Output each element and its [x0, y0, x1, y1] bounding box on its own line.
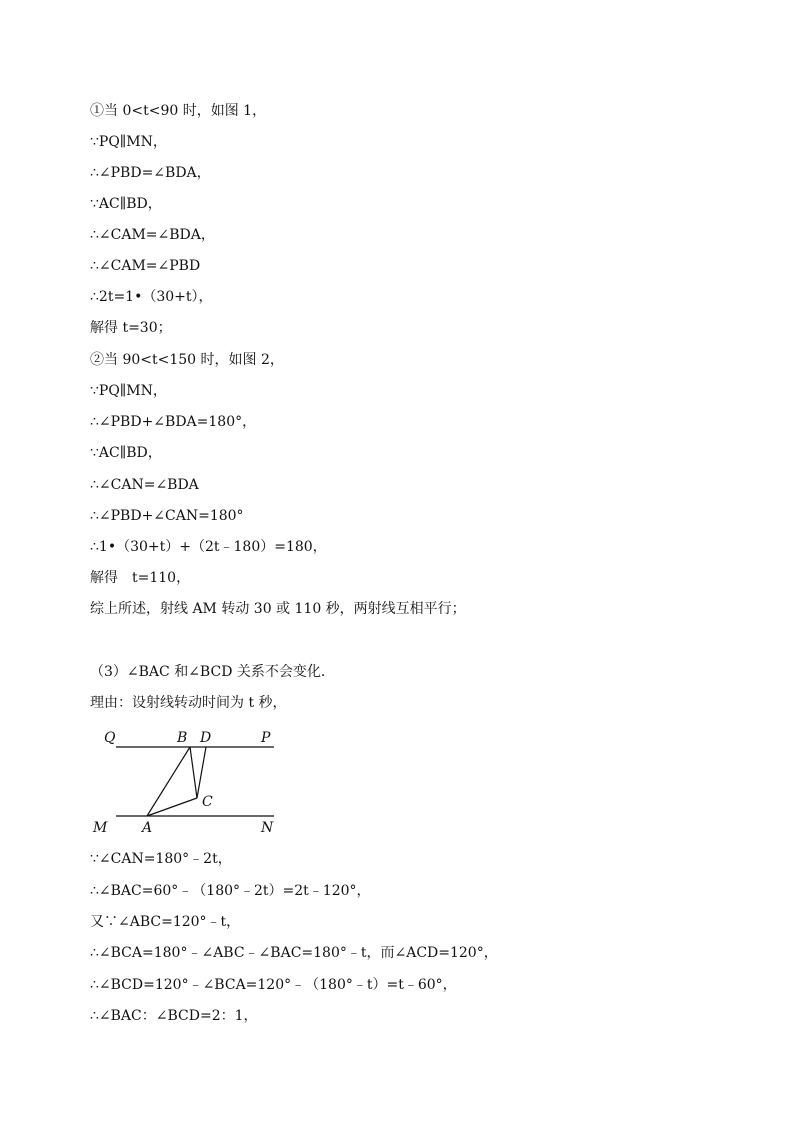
- text-line: ①当 0<t<90 时，如图 1，: [90, 103, 267, 119]
- text-line: ∵PQ∥MN，: [90, 383, 167, 399]
- segment-ac: [147, 798, 197, 816]
- text-line: ∴∠PBD=∠BDA，: [90, 165, 211, 181]
- text-line: ∴2t=1•（30+t），: [90, 289, 213, 305]
- text-line: ∴1•（30+t）+（2t﹣180）=180，: [90, 539, 327, 555]
- label-m: M: [93, 820, 108, 836]
- text-line: ∵∠CAN=180°﹣2t，: [90, 851, 232, 867]
- segment-bc: [190, 747, 197, 798]
- geometry-figure: [86, 722, 286, 840]
- text-line: 解得 t=110，: [90, 570, 191, 586]
- label-q: Q: [104, 730, 116, 746]
- label-n: N: [261, 820, 274, 836]
- label-a: A: [142, 820, 153, 836]
- text-line: ∴∠CAN=∠BDA: [90, 477, 199, 493]
- text-line: ∴∠CAM=∠BDA，: [90, 227, 215, 243]
- label-c: C: [202, 794, 213, 810]
- text-line: ∴∠BAC：∠BCD=2：1，: [90, 1008, 258, 1024]
- text-line: ∴∠BAC=60°﹣（180°﹣2t）=2t﹣120°，: [90, 883, 371, 899]
- text-line: ∴∠BCD=120°﹣∠BCA=120°﹣（180°﹣t）=t﹣60°，: [90, 977, 457, 993]
- parallel-lines-diagram: [86, 722, 286, 840]
- text-line: ∴∠BCA=180°﹣∠ABC﹣∠BAC=180°﹣t，而∠ACD=120°，: [90, 945, 498, 961]
- segment-cd: [197, 747, 206, 798]
- text-line: ②当 90<t<150 时，如图 2，: [90, 352, 284, 368]
- segment-ab: [147, 747, 190, 816]
- label-d: D: [200, 730, 212, 746]
- text-line: 综上所述，射线 AM 转动 30 或 110 秒，两射线互相平行；: [90, 601, 466, 617]
- label-b: B: [177, 730, 188, 746]
- text-line: 又∵∠ABC=120°﹣t，: [90, 914, 241, 930]
- text-line: 解得 t=30；: [90, 320, 172, 336]
- text-line: ∴∠CAM=∠PBD: [90, 258, 201, 274]
- text-line: ∵PQ∥MN，: [90, 134, 167, 150]
- text-line: ∵AC∥BD，: [90, 196, 162, 212]
- text-line: ∴∠PBD+∠BDA=180°，: [90, 414, 257, 430]
- label-p: P: [261, 730, 271, 746]
- text-line: ∴∠PBD+∠CAN=180°: [90, 508, 244, 524]
- text-line: （3）∠BAC 和∠BCD 关系不会变化．: [90, 664, 335, 680]
- text-line: ∵AC∥BD，: [90, 445, 162, 461]
- text-line: 理由：设射线转动时间为 t 秒，: [90, 695, 287, 711]
